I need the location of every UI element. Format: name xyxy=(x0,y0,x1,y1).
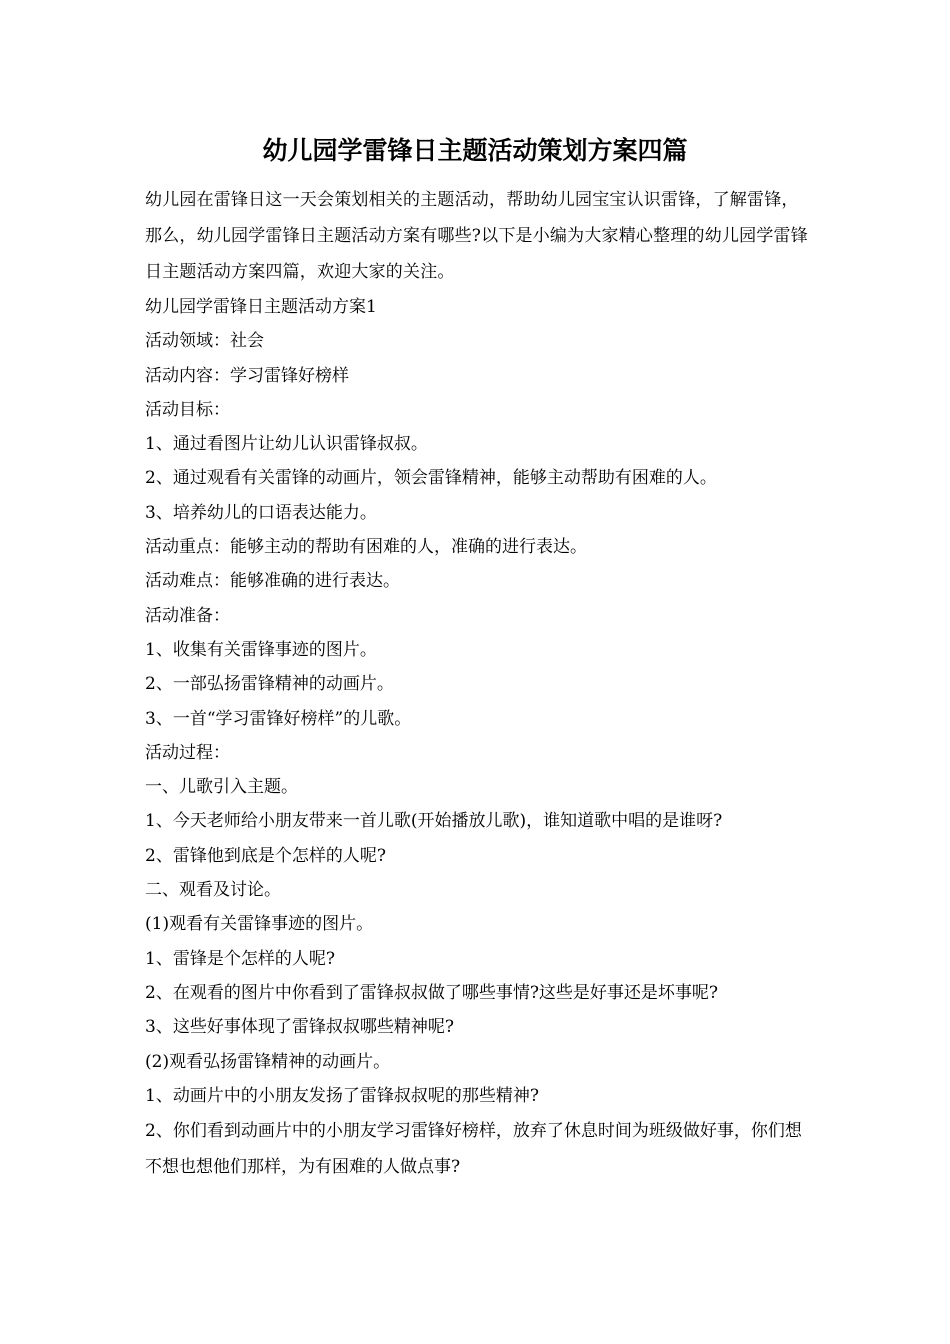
document-title: 幼儿园学雷锋日主题活动策划方案四篇 xyxy=(262,136,688,165)
body-line: 1、动画片中的小朋友发扬了雷锋叔叔呢的那些精神? xyxy=(145,1085,539,1106)
body-line: 2、在观看的图片中你看到了雷锋叔叔做了哪些事情?这些是好事还是坏事呢? xyxy=(145,982,719,1003)
body-line: 活动过程： xyxy=(145,742,230,763)
body-line: 3、培养幼儿的口语表达能力。 xyxy=(145,502,377,523)
body-lines xyxy=(145,290,810,1113)
body-line: 1、通过看图片让幼儿认识雷锋叔叔。 xyxy=(145,434,428,455)
body-line: 3、一首“学习雷锋好榜样”的儿歌。 xyxy=(145,708,412,729)
body-line: 一、儿歌引入主题。 xyxy=(145,777,298,798)
body-line: (2)观看弘扬雷锋精神的动画片。 xyxy=(145,1051,391,1072)
body-line: 二、观看及讨论。 xyxy=(145,880,281,901)
body-line: 活动难点：能够准确的进行表达。 xyxy=(145,571,400,592)
last-paragraph: 2、你们看到动画片中的小朋友学习雷锋好榜样，放弃了休息时间为班级做好事，你们想不想也想他们那样，为有困难的人做点事? xyxy=(145,1121,802,1178)
body-line: 1、今天老师给小朋友带来一首儿歌(开始播放儿歌)，谁知道歌中唱的是谁呀? xyxy=(145,811,723,832)
body-line: 2、雷锋他到底是个怎样的人呢? xyxy=(145,845,386,866)
body-line: 活动重点：能够主动的帮助有困难的人，准确的进行表达。 xyxy=(145,537,587,558)
body-line: 2、通过观看有关雷锋的动画片，领会雷锋精神，能够主动帮助有困难的人。 xyxy=(145,468,717,489)
intro-paragraph: 幼儿园在雷锋日这一天会策划相关的主题活动，帮助幼儿园宝宝认识雷锋，了解雷锋，那么，幼儿园学雷锋日主题活动方案有哪些?以下是小编为大家精心整理的幼儿园学雷锋日主题活动方案四篇，欢迎大家的关注。 xyxy=(145,190,808,282)
body-line: 活动目标： xyxy=(145,399,230,420)
body-line: 2、一部弘扬雷锋精神的动画片。 xyxy=(145,674,394,695)
body-line: 3、这些好事体现了雷锋叔叔哪些精神呢? xyxy=(145,1017,454,1038)
body-line: 1、雷锋是个怎样的人呢? xyxy=(145,948,335,969)
body-line: 活动内容：学习雷锋好榜样 xyxy=(145,365,349,386)
body-line: 活动准备： xyxy=(145,605,230,626)
body-line: 活动领域：社会 xyxy=(145,331,264,352)
document-body xyxy=(145,182,810,1185)
body-line: 1、收集有关雷锋事迹的图片。 xyxy=(145,639,377,660)
body-line: 幼儿园学雷锋日主题活动方案1 xyxy=(145,297,377,317)
body-line: (1)观看有关雷锋事迹的图片。 xyxy=(145,914,374,935)
